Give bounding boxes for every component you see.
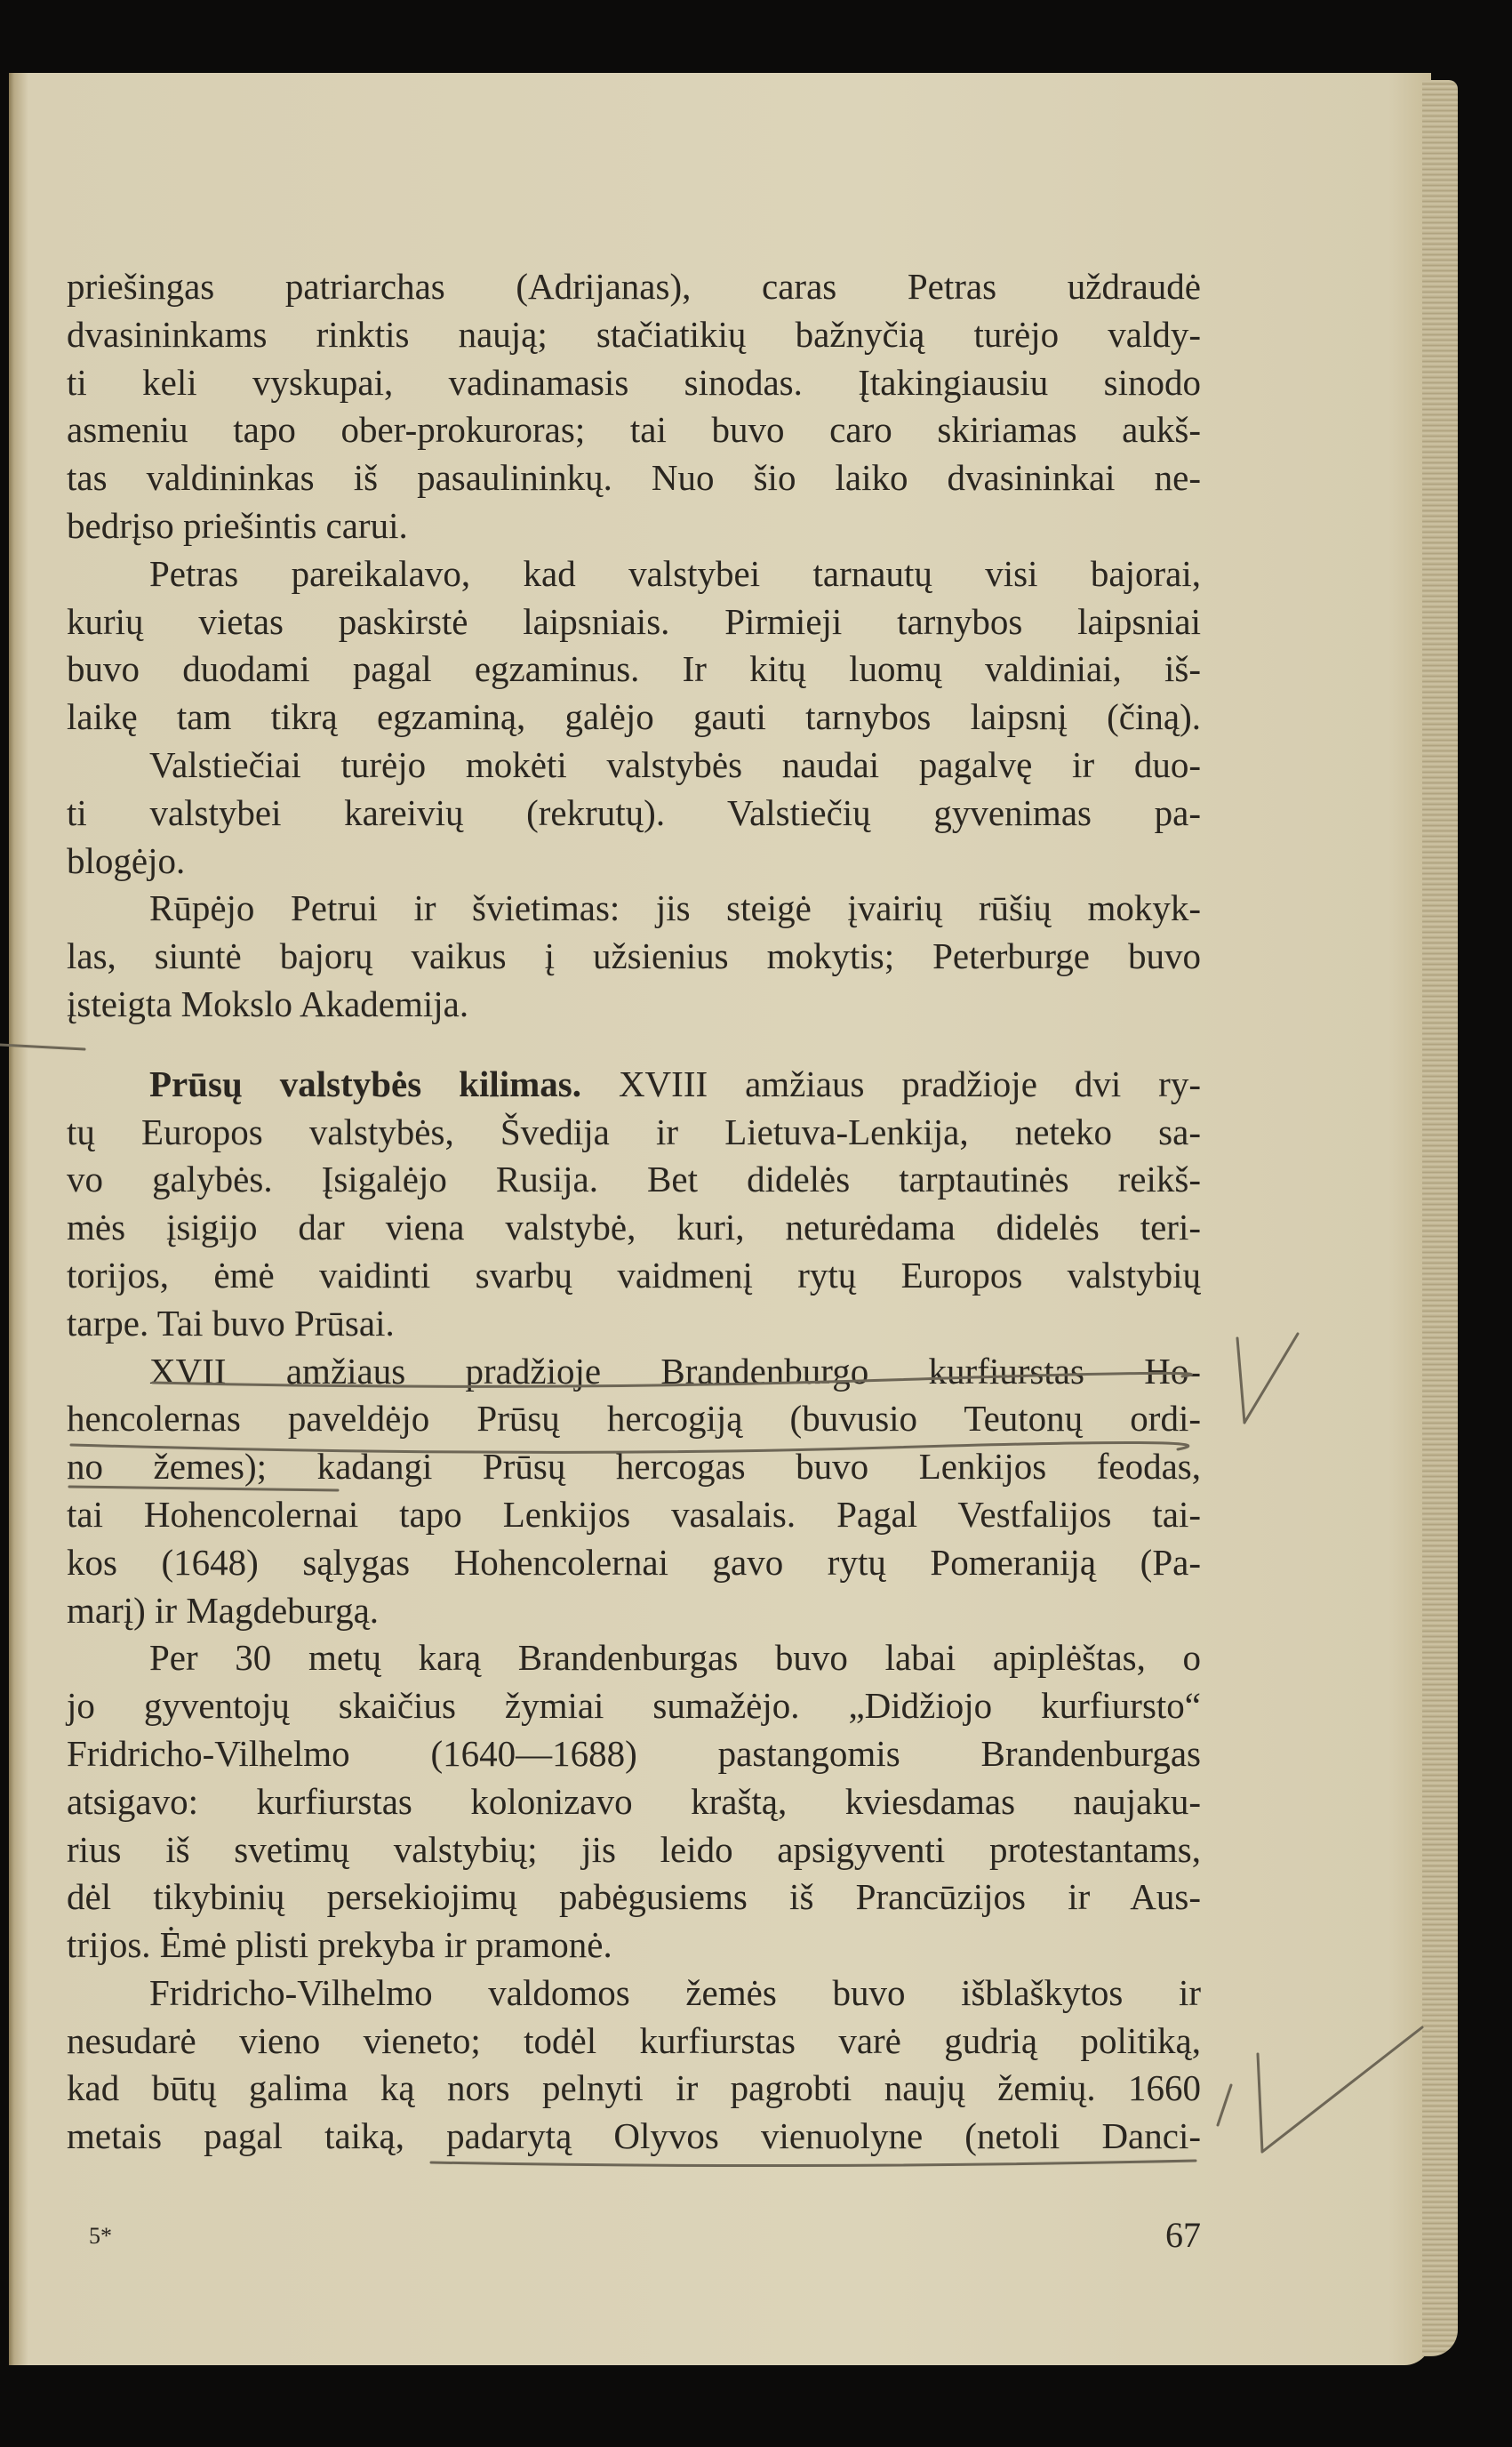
text-line: tai Hohencolernai tapo Lenkijos vasalais. Pagal Vestfalijos tai-: [67, 1493, 1201, 1535]
text-line: metais pagal taiką, padarytą Olyvos vienuolyne (netoli Danci-: [67, 2115, 1201, 2157]
text-line: marį) ir Magdeburgą.: [67, 1589, 380, 1631]
text-line: tas valdininkas iš pasaulininkų. Nuo šio laiko dvasininkai ne-: [67, 457, 1201, 499]
text-line: bedrįso priešintis carui.: [67, 504, 408, 546]
text-line: įsteigta Mokslo Akademija.: [67, 983, 469, 1024]
text-line: torijos, ėmė vaidinti svarbų vaidmenį rytų Europos valstybių: [67, 1254, 1201, 1296]
text-line: vo galybės. Įsigalėjo Rusija. Bet didelės tarptautinės reikš-: [67, 1159, 1201, 1200]
section-heading: Prūsų valstybės kilimas.: [149, 1063, 581, 1104]
body-text: [67, 263, 1201, 2161]
text-line: dvasininkams rinktis naują; stačiatikių bažnyčią turėjo valdy-: [67, 313, 1201, 355]
text-line: kos (1648) sąlygas Hohencolernai gavo rytų Pomeraniją (Pa-: [67, 1541, 1201, 1583]
text-line: Fridricho-Vilhelmo (1640—1688) pastangomis Brandenburgas: [67, 1732, 1201, 1774]
text-line: hencolernas paveldėjo Prūsų hercogiją (buvusio Teutonų ordi-: [67, 1398, 1201, 1440]
text-line: [67, 1061, 1201, 1109]
text-line: laikę tam tikrą egzaminą, galėjo gauti tarnybos laipsnį (činą).: [67, 696, 1201, 738]
text-line-rest: XVIII amžiaus pradžioje dvi ry-: [618, 1063, 1201, 1104]
text-line: kurių vietas paskirstė laipsniais. Pirmieji tarnybos laipsniai: [67, 600, 1201, 642]
text-line: no žemes); kadangi Prūsų hercogas buvo Lenkijos feodas,: [67, 1446, 1201, 1488]
text-line: las, siuntė bajorų vaikus į užsienius mokytis; Peterburge buvo: [67, 935, 1201, 977]
text-line: mės įsigijo dar viena valstybė, kuri, neturėdama didelės teri-: [67, 1207, 1201, 1248]
text-line: Fridricho-Vilhelmo valdomos žemės buvo išblaškytos ir: [149, 1971, 1201, 2013]
text-line: Per 30 metų karą Brandenburgas buvo labai apiplėštas, o: [149, 1637, 1201, 1679]
text-line: XVII amžiaus pradžioje Brandenburgo kurfiurstas Ho-: [149, 1350, 1201, 1392]
text-line: Petras pareikalavo, kad valstybei tarnautų visi bajorai,: [149, 552, 1201, 594]
text-line: tų Europos valstybės, Švedija ir Lietuva-Lenkija, neteko sa-: [67, 1111, 1201, 1152]
text-line: dėl tikybinių persekiojimų pabėgusiems iš Prancūzijos ir Aus-: [67, 1876, 1201, 1918]
page-stack-edge: [1422, 80, 1458, 2356]
text-line: Rūpėjo Petrui ir švietimas: jis steigė įvairių rūšių mokyk-: [149, 887, 1201, 929]
text-line: Valstiečiai turėjo mokėti valstybės naudai pagalvę ir duo-: [149, 743, 1201, 785]
text-line: asmeniu tapo ober-prokuroras; tai buvo caro skiriamas aukš-: [67, 409, 1201, 451]
text-line: nesudarė vieno vieneto; todėl kurfiurstas varė gudrią politiką,: [67, 2019, 1201, 2061]
signature-mark: 5*: [89, 2223, 112, 2249]
text-line: blogėjo.: [67, 839, 186, 881]
text-line: jo gyventojų skaičius žymiai sumažėjo. „Didžiojo kurfiursto“: [67, 1685, 1201, 1727]
section-gap: [67, 1029, 1201, 1061]
page-number: 67: [1165, 2215, 1201, 2255]
text-line: priešingas patriarchas (Adrijanas), caras Petras uždraudė: [67, 266, 1201, 307]
text-line: trijos. Ėmė plisti prekyba ir pramonė.: [67, 1924, 612, 1966]
text-line: atsigavo: kurfiurstas kolonizavo kraštą, kviesdamas naujaku-: [67, 1780, 1201, 1822]
text-line: kad būtų galima ką nors pelnyti ir pagrobti naujų žemių. 1660: [67, 2067, 1201, 2109]
text-line: tarpe. Tai buvo Prūsai.: [67, 1302, 395, 1344]
text-line: ti valstybei kareivių (rekrutų). Valstiečių gyvenimas pa-: [67, 791, 1201, 833]
text-line: ti keli vyskupai, vadinamasis sinodas. Įtakingiausiu sinodo: [67, 361, 1201, 403]
text-line: rius iš svetimų valstybių; jis leido apsigyventi protestantams,: [67, 1828, 1201, 1870]
text-line: buvo duodami pagal egzaminus. Ir kitų luomų valdiniai, iš-: [67, 648, 1201, 690]
